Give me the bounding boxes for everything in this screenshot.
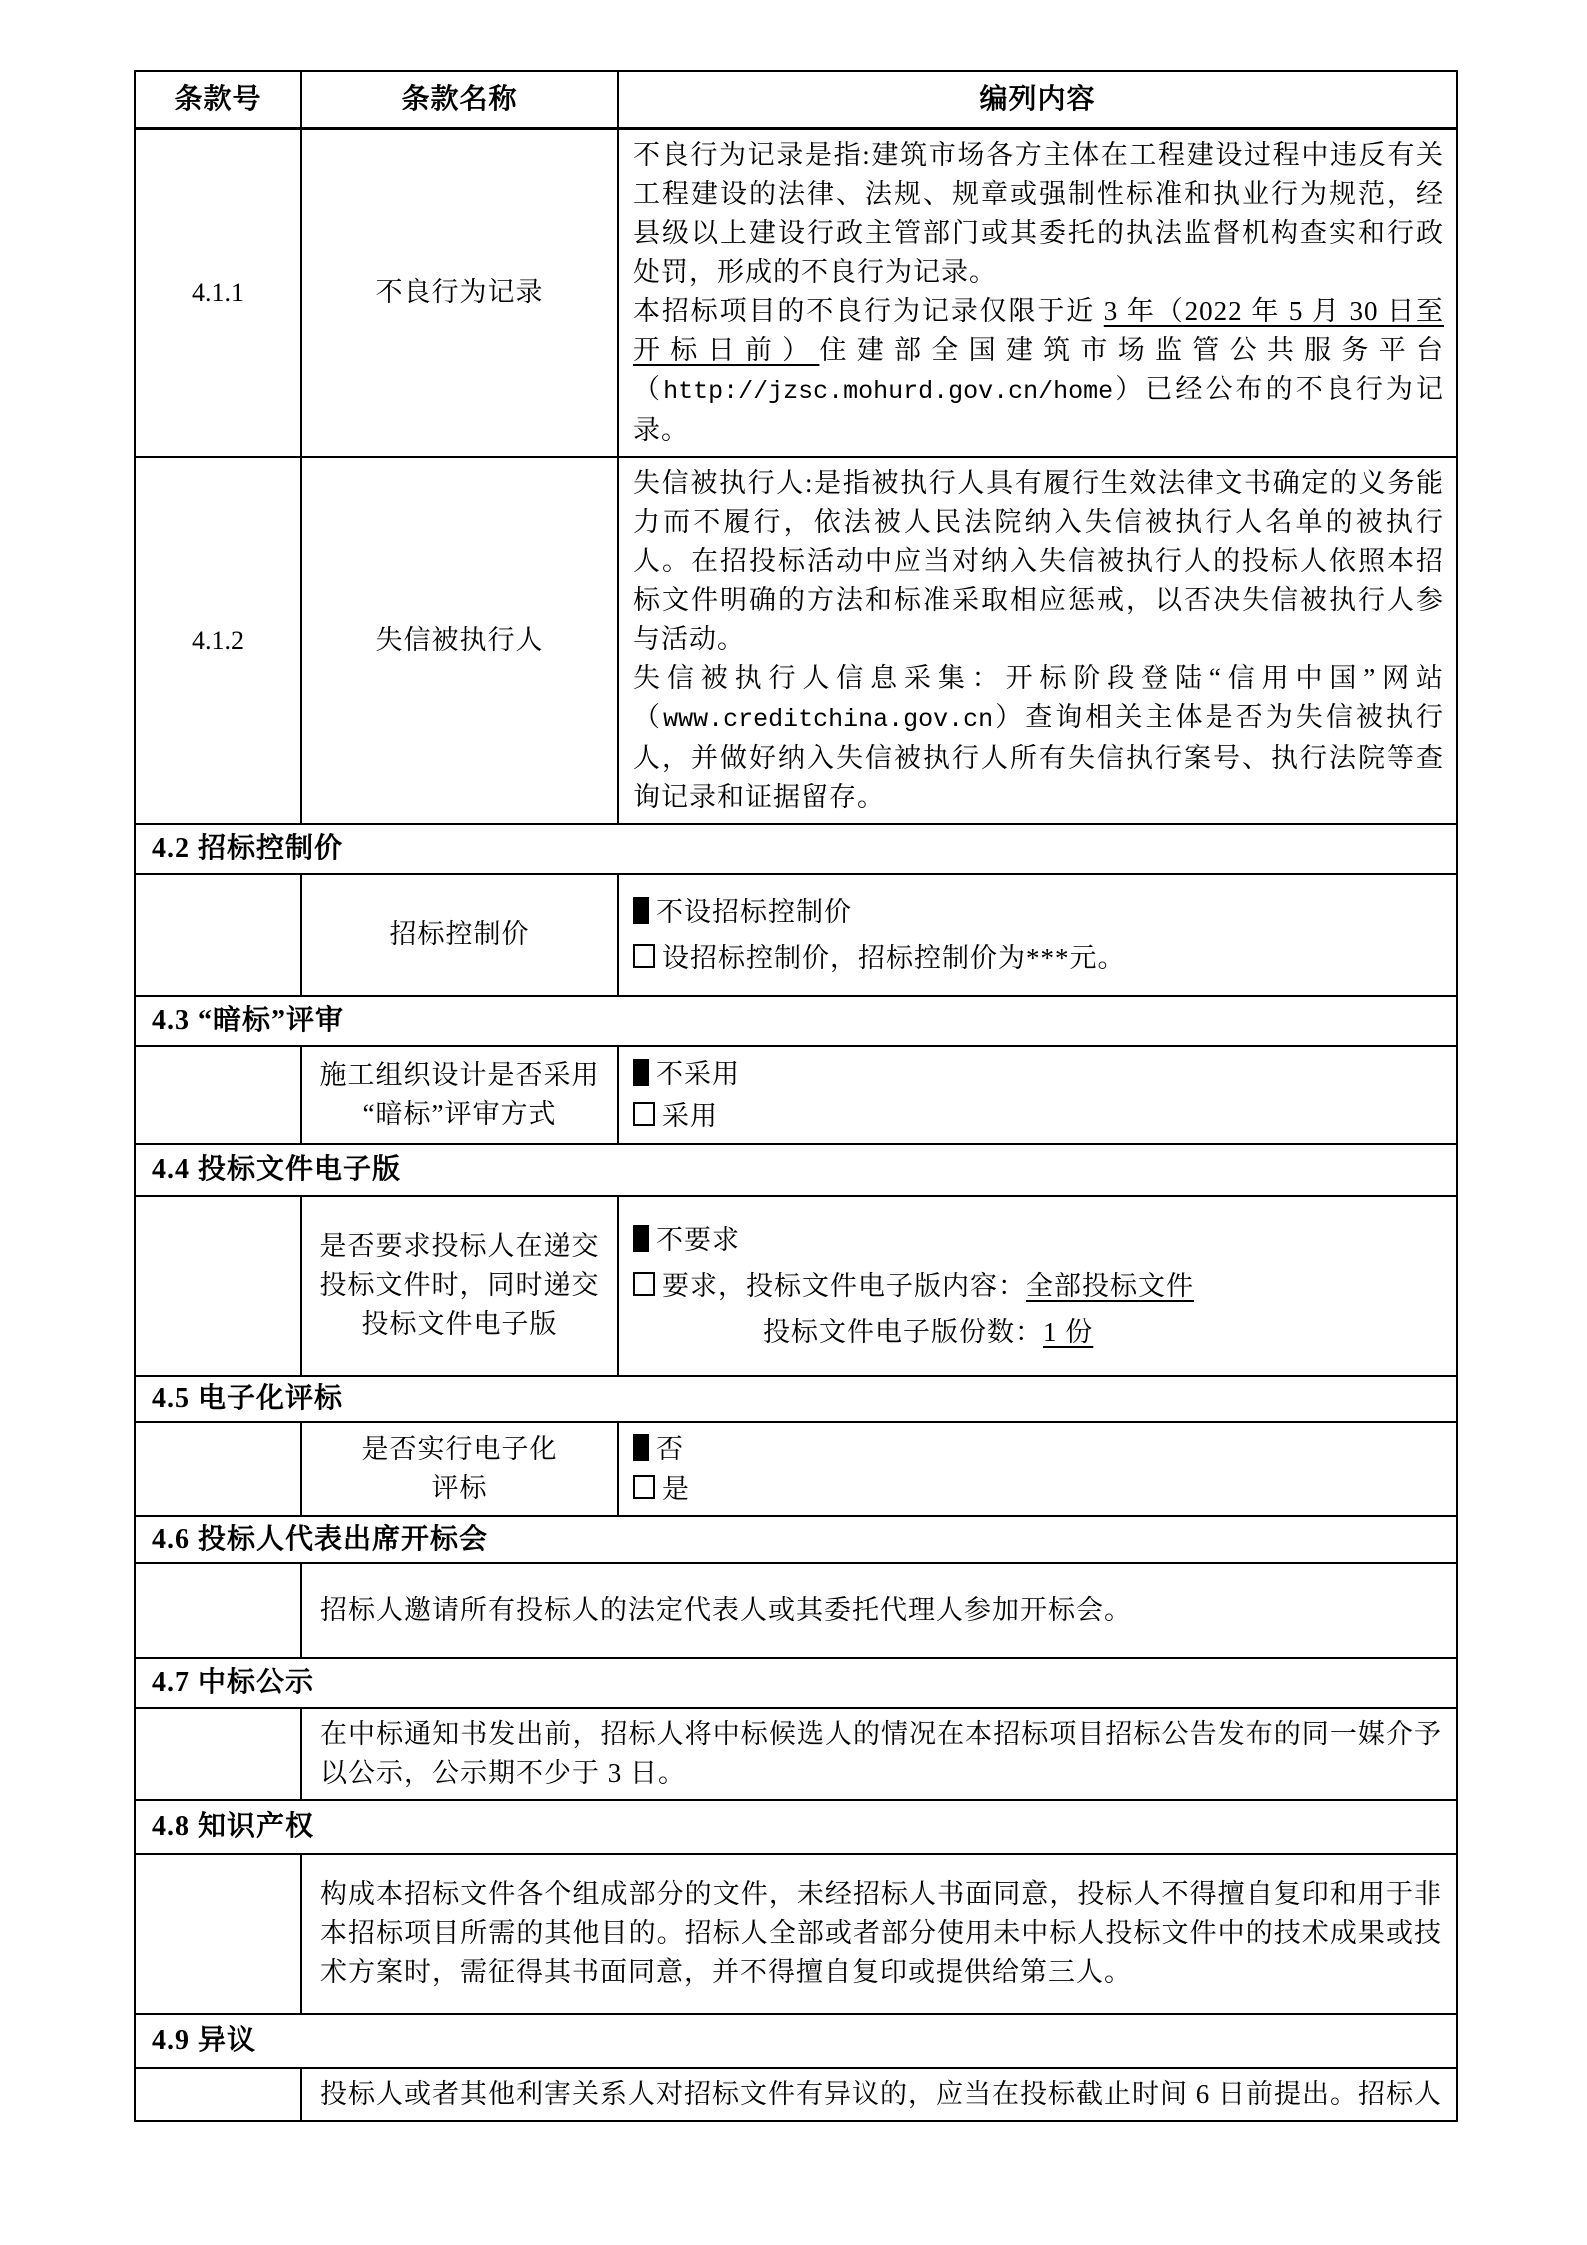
section-row-4-4 [135,1144,1457,1196]
row-4-3-detail [135,1046,1457,1144]
clause-content [618,1046,1457,1144]
header-content: 编列内容 [618,71,1457,128]
url-text: http://jzsc.mohurd.gov.cn/home [663,376,1114,406]
clause-content: 招标人邀请所有投标人的法定代表人或其委托代理人参加开标会。 [301,1563,1457,1658]
option-line: 投标文件电子版份数：1 份 [763,1316,1094,1347]
section-title: 4.8 知识产权 [135,1800,1457,1854]
section-title: 4.4 投标文件电子版 [135,1144,1457,1196]
option-line: 不设招标控制价 [633,889,1444,935]
clause-name: 是否要求投标人在递交 投标文件时，同时递交 投标文件电子版 [301,1196,618,1376]
url-text: www.creditchina.gov.cn [663,704,994,734]
paragraph: 失信被执行人:是指被执行人具有履行生效法律文书确定的义务能力而不履行，依法被人民法院纳入失信被执行人名单的被执行人。在招投标活动中应当对纳入失信被执行人的投标人依照本招标文件明确的方法和标准采取相应惩戒，以否决失信被执行人参与活动。 [633,467,1444,654]
clause-content [618,1422,1457,1516]
clause-name: 施工组织设计是否采用 “暗标”评审方式 [301,1046,618,1144]
clause-content [618,457,1457,824]
row-4-1-2 [135,457,1457,824]
section-row-4-8 [135,1800,1457,1854]
empty-cell [135,1046,301,1144]
checkbox-unchecked-icon [633,1102,655,1126]
row-4-8-detail [135,1854,1457,2014]
section-row-4-3 [135,996,1457,1046]
clause-content: 构成本招标文件各个组成部分的文件，未经招标人书面同意，投标人不得擅自复印和用于非本招标项目所需的其他目的。招标人全部或者部分使用未中标人投标文件中的技术成果或技术方案时，需征得其书面同意，并不得擅自复印或提供给第三人。 [301,1854,1457,2014]
row-4-6-detail [135,1563,1457,1658]
row-4-1-1 [135,128,1457,457]
clause-content [618,128,1457,457]
clause-name: 失信被执行人 [301,457,618,824]
row-4-2-detail [135,874,1457,996]
section-row-4-6 [135,1516,1457,1563]
section-row-4-5 [135,1376,1457,1422]
option-line: 是 [633,1469,1444,1509]
paragraph: 失信被执行人信息采集：开标阶段登陆“信用中国”网站（www.creditchina.gov.cn）查询相关主体是否为失信被执行人，并做好纳入失信被执行人所有失信执行案号、执行法院等查询记录和证据留存。 [633,662,1445,812]
empty-cell [135,1196,301,1376]
option-line: 不要求 [633,1217,1444,1263]
empty-cell [135,1422,301,1516]
checkbox-unchecked-icon [633,1475,655,1499]
header-clause-no: 条款号 [135,71,301,128]
checkbox-checked-icon [633,1059,649,1086]
paragraph: 不良行为记录是指:建筑市场各方主体在工程建设过程中违反有关工程建设的法律、法规、规章或强制性标准和执业行为规范，经县级以上建设行政主管部门或其委托的执法监督机构查实和行政处罚，形成的不良行为记录。 [633,139,1444,287]
underlined-text: 全部投标文件 [1026,1270,1194,1301]
tender-clause-table [134,70,1458,2122]
section-title: 4.9 异议 [135,2014,1457,2068]
option-line: 采用 [633,1095,1444,1137]
section-row-4-7 [135,1658,1457,1708]
header-clause-name: 条款名称 [301,71,618,128]
clause-no: 4.1.1 [135,128,301,457]
empty-cell [135,874,301,996]
section-row-4-9 [135,2014,1457,2068]
table-header-row [135,71,1457,128]
clause-name: 是否实行电子化 评标 [301,1422,618,1516]
checkbox-checked-icon [633,1225,649,1252]
clause-content: 投标人或者其他利害关系人对招标文件有异议的，应当在投标截止时间 6 日前提出。招标人 [301,2068,1457,2121]
option-line: 要求，投标文件电子版内容：全部投标文件 [633,1263,1444,1309]
section-title: 4.2 招标控制价 [135,824,1457,874]
row-4-7-detail [135,1708,1457,1800]
option-line: 设招标控制价，招标控制价为***元。 [633,935,1444,981]
section-title: 4.3 “暗标”评审 [135,996,1457,1046]
row-4-9-detail [135,2068,1457,2121]
checkbox-unchecked-icon [633,1272,655,1296]
paragraph: 本招标项目的不良行为记录仅限于近 3 年（2022 年 5 月 30 日至开标日前）住建部全国建筑市场监管公共服务平台（http://jzsc.mohurd.gov.cn/home）已经公布的不良行为记录。 [633,295,1445,445]
empty-cell [135,2068,301,2121]
row-4-5-detail [135,1422,1457,1516]
empty-cell [135,1563,301,1658]
clause-content [618,874,1457,996]
section-title: 4.5 电子化评标 [135,1376,1457,1422]
checkbox-unchecked-icon [633,944,655,968]
checkbox-checked-icon [633,897,649,924]
section-title: 4.7 中标公示 [135,1658,1457,1708]
section-title: 4.6 投标人代表出席开标会 [135,1516,1457,1563]
clause-content: 在中标通知书发出前，招标人将中标候选人的情况在本招标项目招标公告发布的同一媒介予以公示，公示期不少于 3 日。 [301,1708,1457,1800]
row-4-4-detail [135,1196,1457,1376]
checkbox-checked-icon [633,1434,649,1461]
option-line: 否 [633,1429,1444,1469]
empty-cell [135,1854,301,2014]
section-row-4-2 [135,824,1457,874]
empty-cell [135,1708,301,1800]
clause-name: 招标控制价 [301,874,618,996]
clause-name: 不良行为记录 [301,128,618,457]
clause-content [618,1196,1457,1376]
option-line: 不采用 [633,1053,1444,1095]
clause-no: 4.1.2 [135,457,301,824]
underlined-text: 1 份 [1043,1316,1094,1347]
underlined-text: 3 年（2022 年 5 月 30 日至开标日前） [633,295,1445,365]
